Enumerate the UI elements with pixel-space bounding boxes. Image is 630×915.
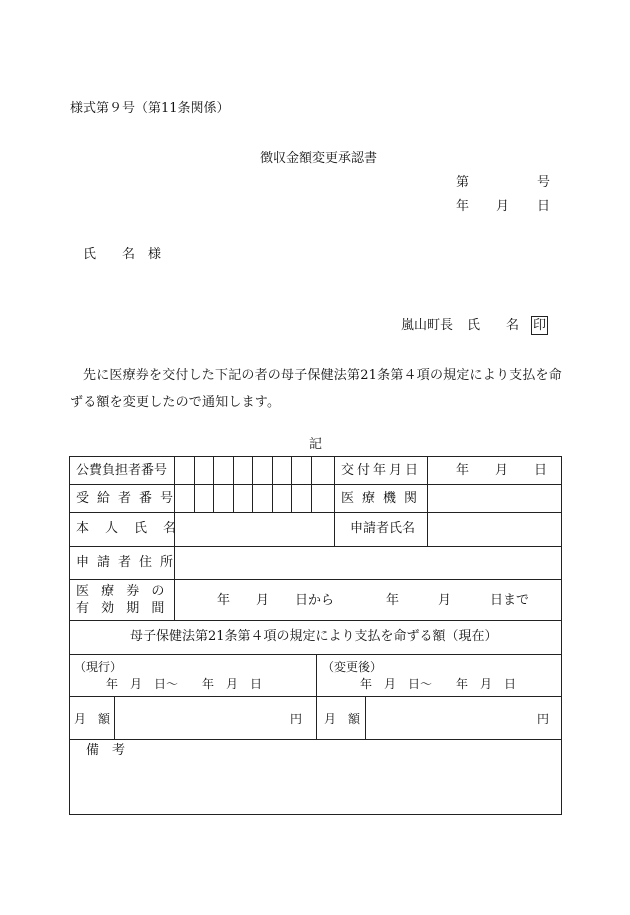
- validity-period-value: 年 月 日から 年 月 日まで: [217, 593, 530, 608]
- issuer-name-label: 氏 名: [467, 318, 520, 333]
- issuer-title: 嵐山町長: [401, 318, 454, 333]
- applicant-address-label: 申請者住所: [76, 555, 182, 570]
- recipient-number-label: 受給者番号: [76, 491, 182, 506]
- payment-amount-header: 母子保健法第21条第４項の規定により支払を命ずる額（現在）: [130, 629, 498, 644]
- notice-text: 先に医療券を交付した下記の者の母子保健法第21条第４項の規定により支払を命ずる額を変更したので通知します。: [70, 368, 562, 410]
- form-number: 様式第９号（第11条関係）: [70, 101, 230, 116]
- issue-date-value: 年 月 日: [456, 463, 548, 478]
- document-title: 徴収金額変更承認書: [260, 151, 378, 166]
- current-label: （現行）: [74, 660, 123, 674]
- application-table: [69, 456, 562, 815]
- ki-heading: 記: [309, 437, 323, 452]
- addressee: 氏 名 様: [83, 247, 162, 262]
- seal-label: 印: [533, 318, 547, 333]
- issue-date-label: 交付年月日: [341, 463, 422, 478]
- current-yen: 円: [290, 712, 303, 726]
- validity-period-label-line2: 有 効 期 間: [76, 601, 169, 616]
- seal-stamp: [531, 316, 548, 335]
- medical-institution-label: 医療機関: [341, 491, 426, 506]
- current-monthly-label: 月 額: [74, 712, 111, 726]
- changed-monthly-label: 月 額: [324, 712, 361, 726]
- changed-yen: 円: [537, 712, 550, 726]
- document-number-prefix: 第: [456, 175, 470, 190]
- date-year: 年: [456, 199, 470, 214]
- document-number-suffix: 号: [537, 175, 551, 190]
- date-month: 月: [496, 199, 510, 214]
- validity-period-label-line1: 医 療 券 の: [76, 584, 169, 599]
- changed-label: （変更後）: [322, 660, 383, 674]
- public-payer-number-label: 公費負担者番号: [76, 463, 168, 478]
- changed-period: 年 月 日～ 年 月 日: [360, 677, 517, 691]
- patient-name-label: 本人氏名: [76, 521, 193, 536]
- applicant-name-label: 申請者氏名: [350, 521, 416, 536]
- remarks-label: 備 考: [86, 743, 126, 758]
- current-period: 年 月 日～ 年 月 日: [106, 677, 263, 691]
- date-day: 日: [537, 199, 551, 214]
